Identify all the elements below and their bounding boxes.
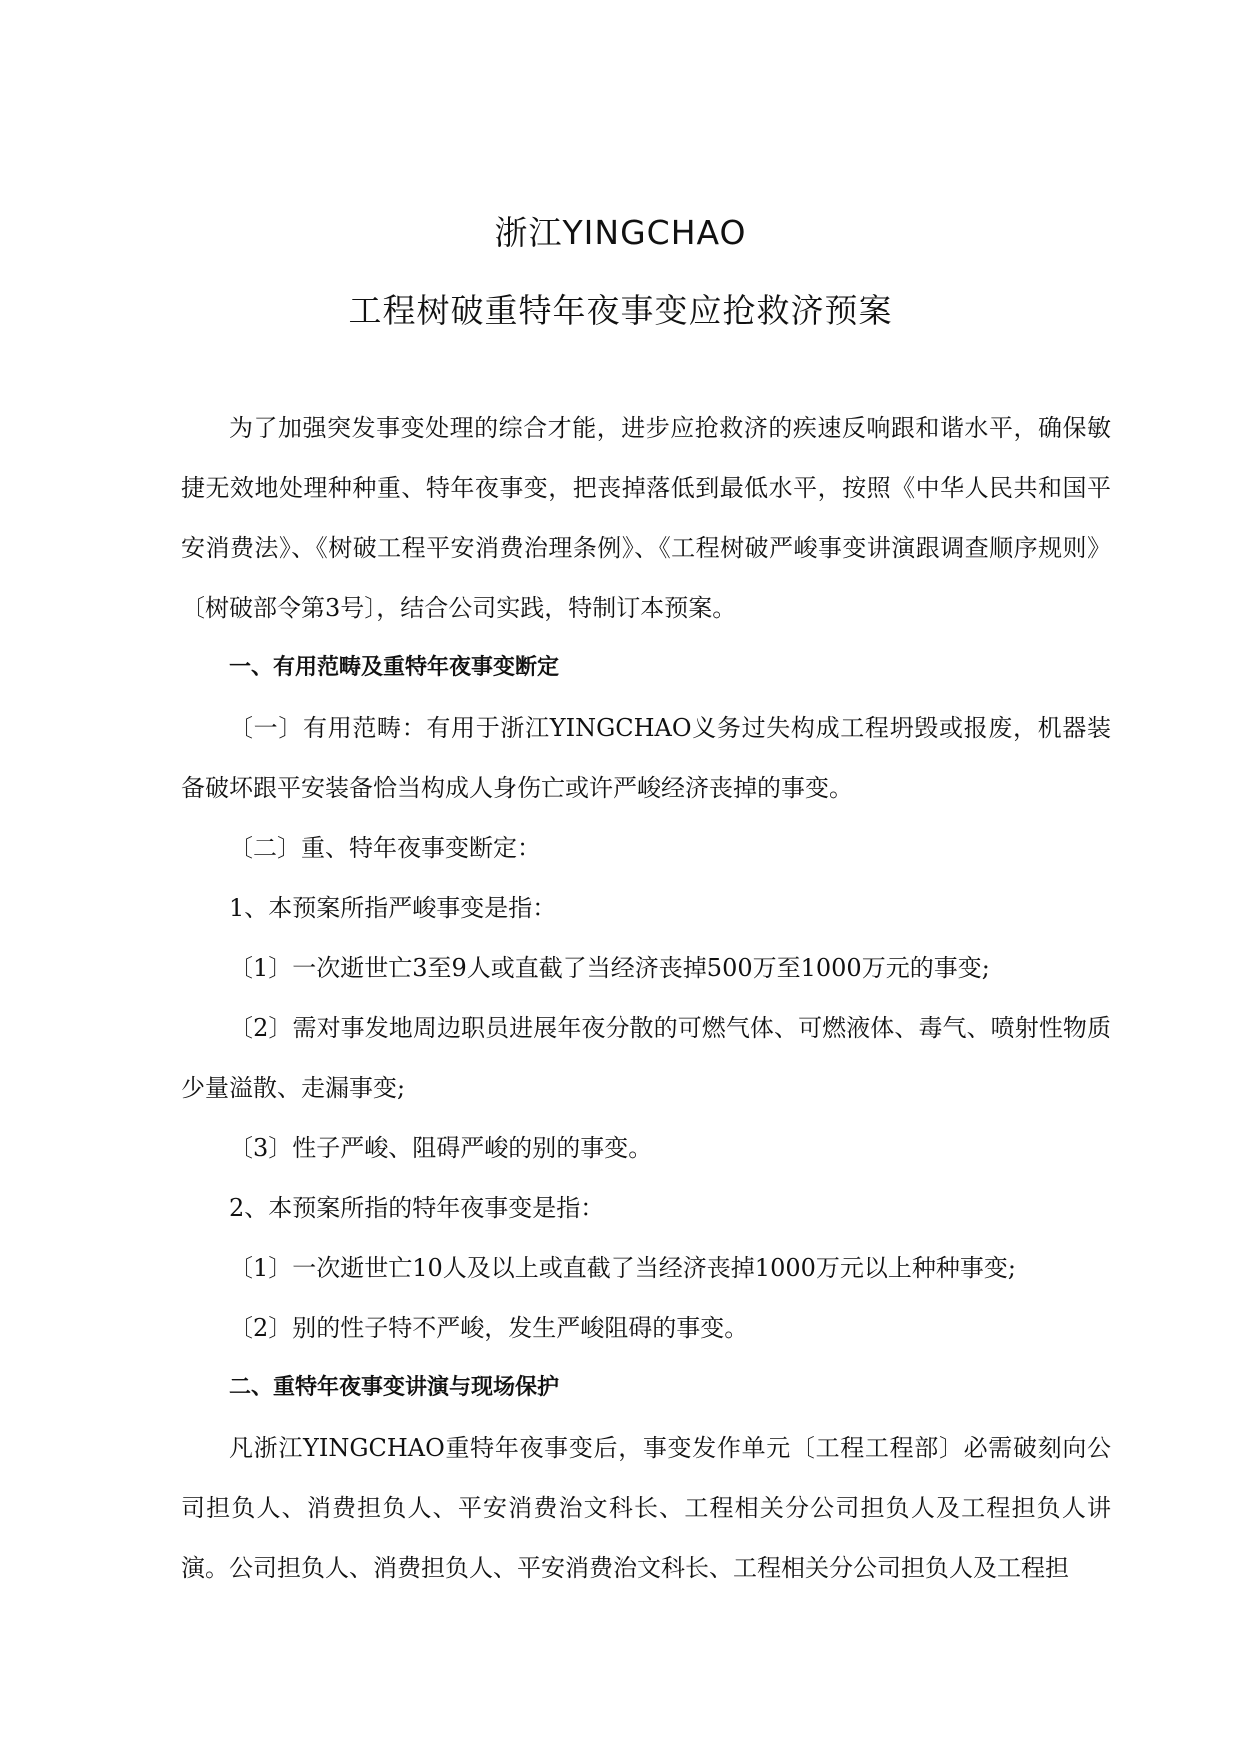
document-title-line1: 浙江YINGCHAO <box>494 213 747 252</box>
report-paragraph: 凡浙江YINGCHAO重特年夜事变后，事变发作单元〔工程工程部〕必需破刻向公司担负人、消费担负人、平安消费治文科长、工程相关分公司担负人及工程担负人讲演。公司担负人、消费担负人、平安消费治文科长、工程相关分公司担负人及工程担 <box>181 1434 1111 1582</box>
document-title-line2: 工程树破重特年夜事变应抢救济预案 <box>348 291 893 330</box>
serious-item-1: 〔1〕一次逝世亡3至9人或直截了当经济丧掉500万至1000万元的事变; <box>229 954 990 982</box>
section2-heading: 二、重特年夜事变讲演与现场保护 <box>229 1375 560 1400</box>
section1-heading: 一、有用范畴及重特年夜事变断定 <box>229 655 560 680</box>
major-item-1: 〔1〕一次逝世亡10人及以上或直截了当经济丧掉1000万元以上种种事变; <box>229 1254 1016 1282</box>
serious-accident-label: 1、本预案所指严峻事变是指： <box>229 894 557 922</box>
major-accident-label: 2、本预案所指的特年夜事变是指： <box>229 1194 605 1222</box>
serious-item-2: 〔2〕需对事发地周边职员进展年夜分散的可燃气体、可燃液体、毒气、喷射性物质少量溢散、走漏事变; <box>181 1014 1111 1102</box>
document-body <box>181 398 1111 1598</box>
scope-paragraph: 〔一〕有用范畴：有用于浙江YINGCHAO义务过失构成工程坍毁或报废，机器装备破坏跟平安装备恰当构成人身伤亡或许严峻经济丧掉的事变。 <box>181 714 1111 802</box>
judgement-label: 〔二〕重、特年夜事变断定： <box>229 834 541 862</box>
serious-item-3: 〔3〕性子严峻、阻碍严峻的别的事变。 <box>229 1134 653 1162</box>
major-item-2: 〔2〕别的性子特不严峻，发生严峻阻碍的事变。 <box>229 1314 749 1342</box>
intro-paragraph: 为了加强突发事变处理的综合才能，进步应抢救济的疾速反响跟和谐水平，确保敏捷无效地处理种种重、特年夜事变，把丧掉落低到最低水平，按照《中华人民共和国平安消费法》、《树破工程平安消费治理条例》、《工程树破严峻事变讲演跟调查顺序规则》〔树破部令第3号〕，结合公司实践，特制订本预案。 <box>181 414 1111 622</box>
